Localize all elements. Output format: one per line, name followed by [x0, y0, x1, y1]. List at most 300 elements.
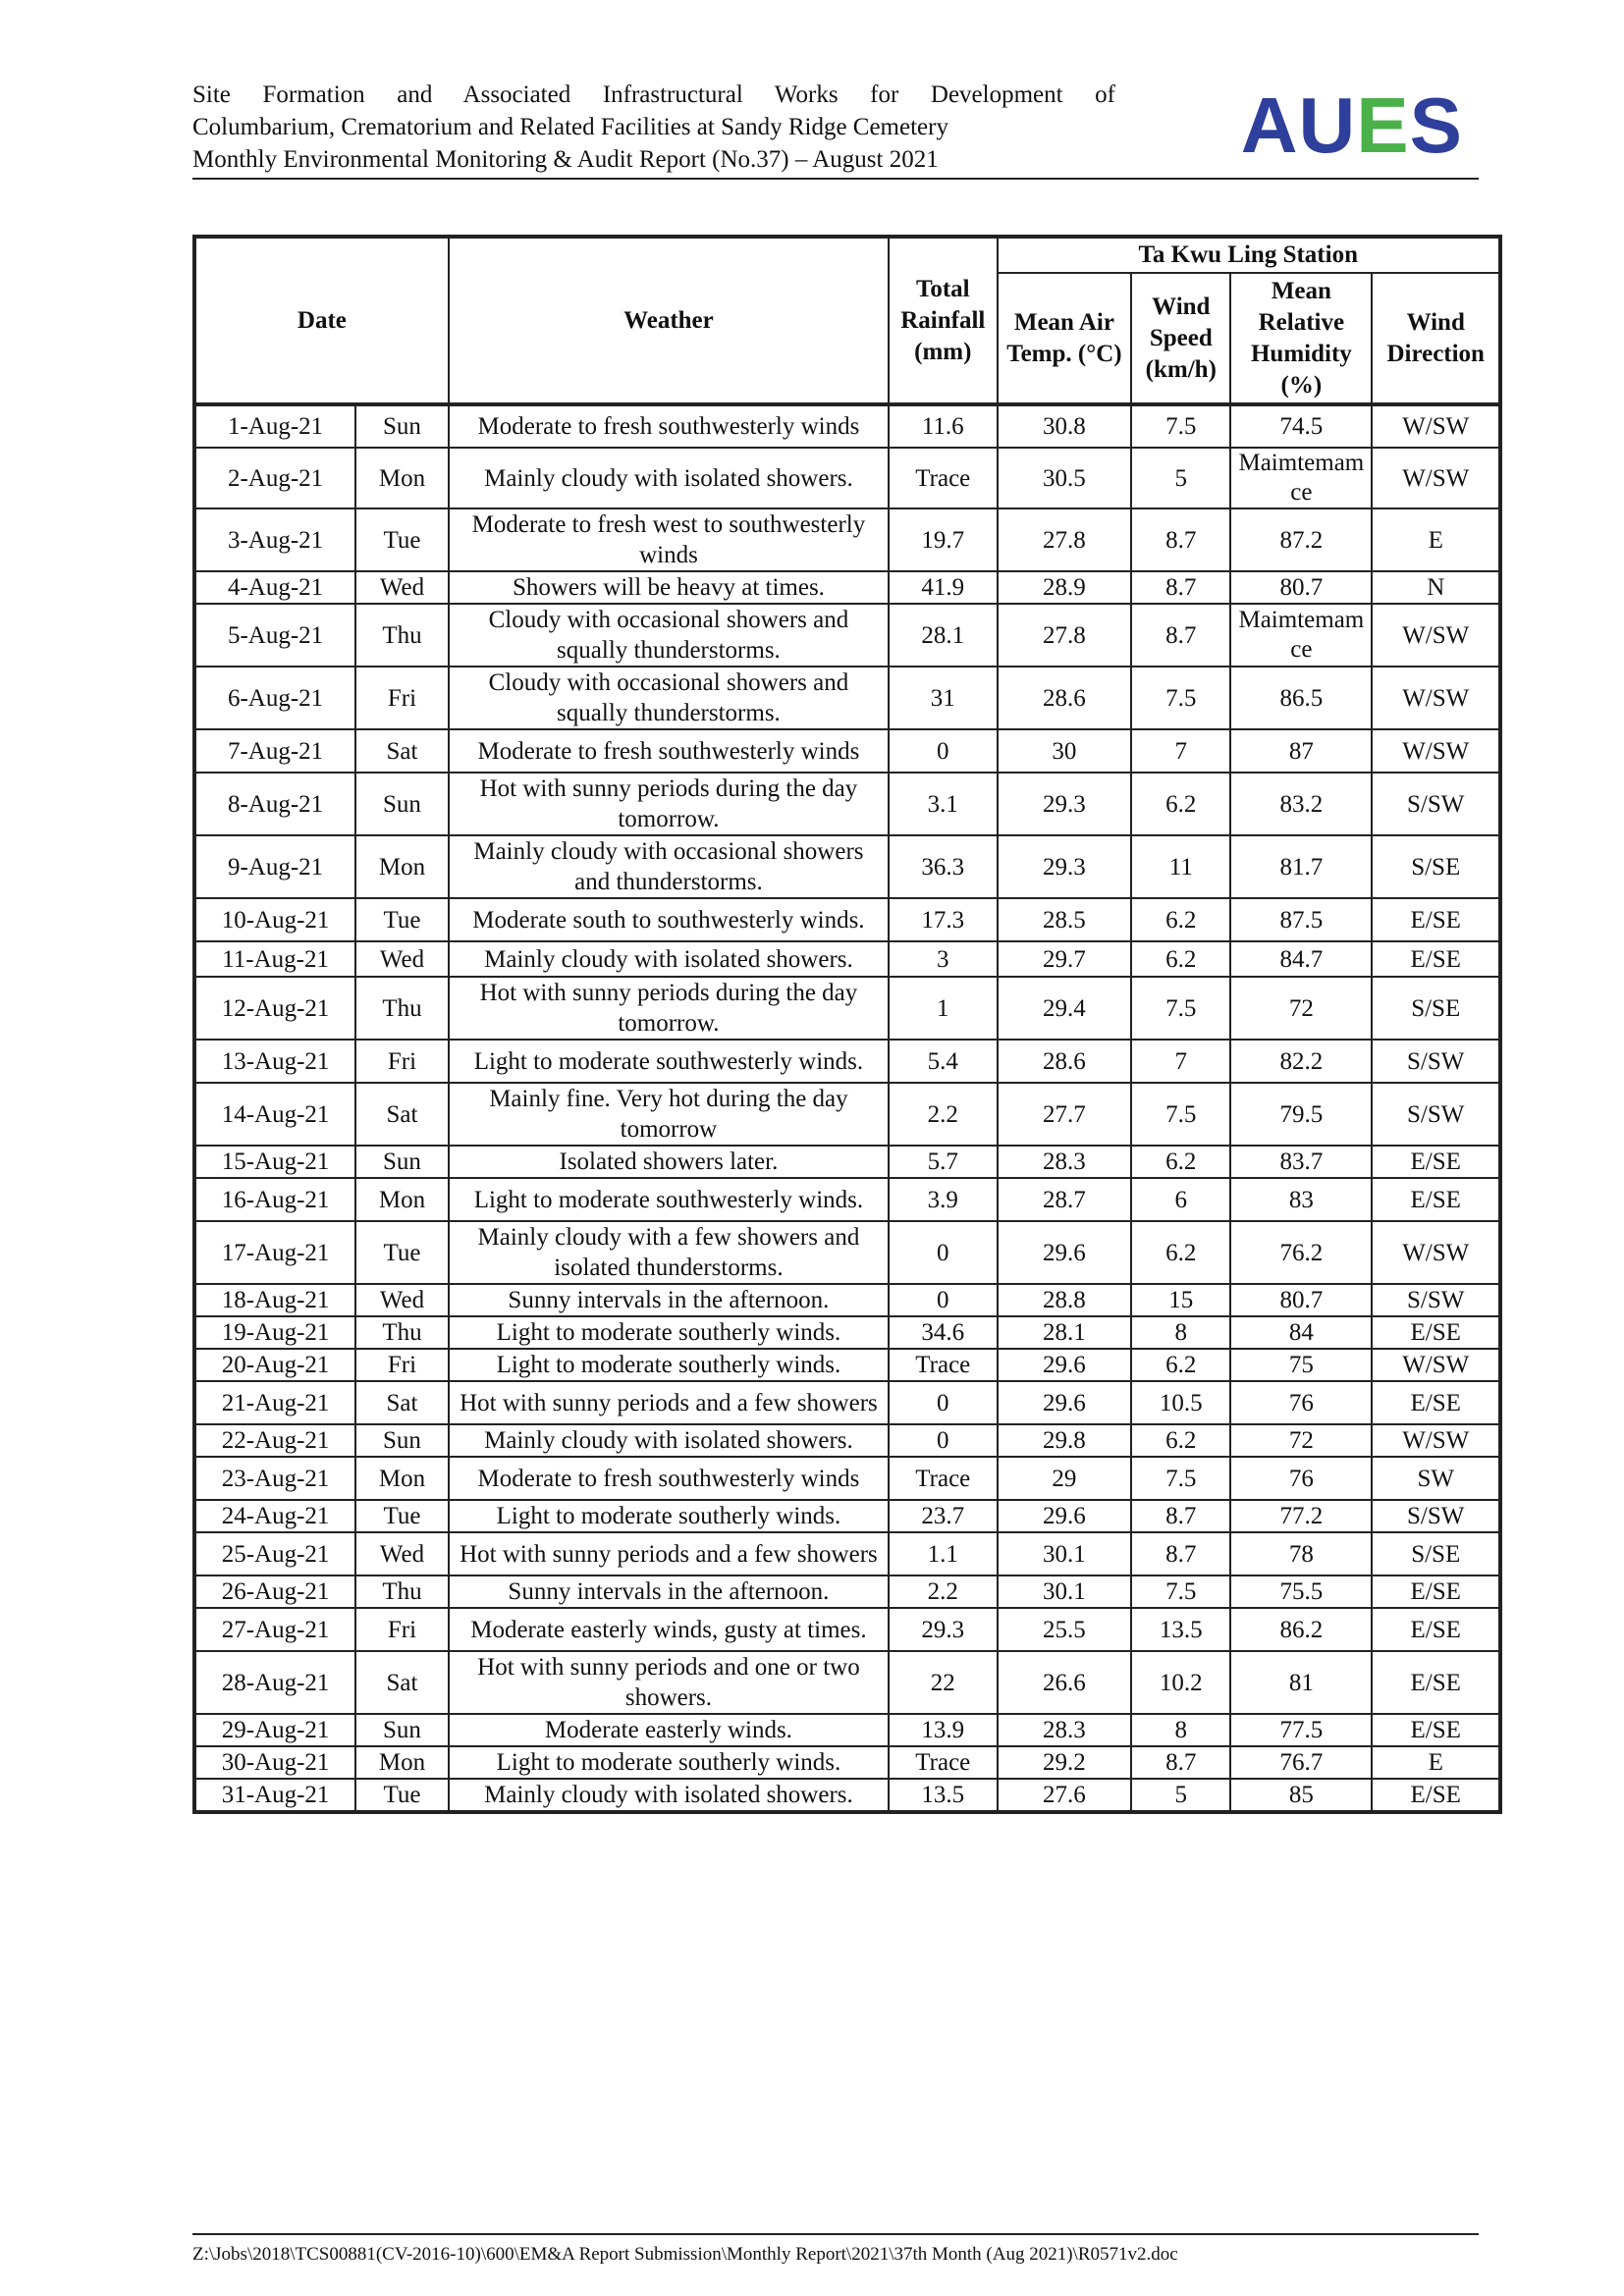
row-day: Wed: [355, 1284, 449, 1316]
row-temp: 28.8: [998, 1284, 1132, 1316]
row-temp: 26.6: [998, 1651, 1132, 1714]
row-rainfall: 13.5: [889, 1779, 997, 1812]
row-wind-direction: S/SE: [1372, 1532, 1500, 1575]
row-day: Sat: [355, 1381, 449, 1424]
row-weather: Moderate to fresh southwesterly winds: [449, 729, 889, 773]
table-row: [194, 1608, 1500, 1651]
row-humidity: 80.7: [1230, 571, 1372, 604]
row-date: 20-Aug-21: [194, 1349, 355, 1381]
row-humidity: 79.5: [1230, 1083, 1372, 1146]
row-weather: Hot with sunny periods during the day tomorrow.: [449, 773, 889, 835]
row-humidity: 75: [1230, 1349, 1372, 1381]
row-temp: 30.8: [998, 404, 1132, 448]
row-day: Tue: [355, 1500, 449, 1532]
table-row: [194, 1221, 1500, 1284]
row-rainfall: 0: [889, 1424, 997, 1457]
row-wind-speed: 10.5: [1131, 1381, 1230, 1424]
row-wind-speed: 7.5: [1131, 667, 1230, 729]
row-wind-speed: 7.5: [1131, 404, 1230, 448]
row-date: 5-Aug-21: [194, 604, 355, 667]
row-humidity: Maimtemamce: [1230, 604, 1372, 667]
aues-logo: [1240, 81, 1463, 169]
table-row: [194, 1349, 1500, 1381]
row-weather: Moderate to fresh southwesterly winds: [449, 404, 889, 448]
row-date: 24-Aug-21: [194, 1500, 355, 1532]
row-wind-direction: S/SW: [1372, 1083, 1500, 1146]
row-date: 12-Aug-21: [194, 977, 355, 1040]
row-wind-speed: 6.2: [1131, 773, 1230, 835]
row-wind-speed: 5: [1131, 448, 1230, 508]
header-station: Ta Kwu Ling Station: [998, 237, 1500, 273]
row-wind-speed: 8.7: [1131, 604, 1230, 667]
row-date: 1-Aug-21: [194, 404, 355, 448]
row-wind-direction: E/SE: [1372, 1714, 1500, 1746]
row-weather: Moderate to fresh southwesterly winds: [449, 1457, 889, 1500]
table-row: [194, 508, 1500, 571]
header-divider: [192, 178, 1479, 180]
weather-data-table: [192, 235, 1502, 1814]
row-temp: 28.3: [998, 1146, 1132, 1178]
row-day: Mon: [355, 1178, 449, 1221]
row-temp: 29.8: [998, 1424, 1132, 1457]
row-wind-direction: E/SE: [1372, 1575, 1500, 1608]
row-date: 17-Aug-21: [194, 1221, 355, 1284]
row-weather: Mainly cloudy with isolated showers.: [449, 941, 889, 977]
row-wind-direction: E/SE: [1372, 941, 1500, 977]
table-row: [194, 1381, 1500, 1424]
row-day: Fri: [355, 667, 449, 729]
row-rainfall: 5.7: [889, 1146, 997, 1178]
row-weather: Hot with sunny periods and a few showers: [449, 1381, 889, 1424]
row-wind-speed: 7.5: [1131, 1083, 1230, 1146]
row-wind-direction: E/SE: [1372, 1608, 1500, 1651]
row-wind-direction: SW: [1372, 1457, 1500, 1500]
row-date: 2-Aug-21: [194, 448, 355, 508]
row-wind-direction: W/SW: [1372, 404, 1500, 448]
row-rainfall: Trace: [889, 448, 997, 508]
row-temp: 29.2: [998, 1746, 1132, 1779]
row-date: 9-Aug-21: [194, 835, 355, 898]
table-row: [194, 404, 1500, 448]
row-wind-speed: 5: [1131, 1779, 1230, 1812]
row-weather: Light to moderate southerly winds.: [449, 1500, 889, 1532]
row-date: 19-Aug-21: [194, 1316, 355, 1349]
row-wind-direction: E: [1372, 508, 1500, 571]
row-temp: 28.7: [998, 1178, 1132, 1221]
row-date: 11-Aug-21: [194, 941, 355, 977]
row-day: Fri: [355, 1349, 449, 1381]
row-temp: 29.6: [998, 1349, 1132, 1381]
row-date: 30-Aug-21: [194, 1746, 355, 1779]
row-temp: 29.6: [998, 1221, 1132, 1284]
row-temp: 28.6: [998, 667, 1132, 729]
row-weather: Hot with sunny periods during the day tomorrow.: [449, 977, 889, 1040]
row-temp: 28.1: [998, 1316, 1132, 1349]
row-rainfall: 22: [889, 1651, 997, 1714]
row-weather: Moderate to fresh west to southwesterly winds: [449, 508, 889, 571]
table-row: [194, 729, 1500, 773]
report-title: [192, 79, 1115, 176]
row-weather: Moderate south to southwesterly winds.: [449, 898, 889, 941]
row-temp: 29.7: [998, 941, 1132, 977]
row-day: Sun: [355, 1714, 449, 1746]
row-wind-speed: 8.7: [1131, 1500, 1230, 1532]
row-temp: 27.8: [998, 508, 1132, 571]
row-date: 6-Aug-21: [194, 667, 355, 729]
row-weather: Isolated showers later.: [449, 1146, 889, 1178]
row-temp: 29.6: [998, 1500, 1132, 1532]
row-rainfall: 2.2: [889, 1575, 997, 1608]
row-humidity: 75.5: [1230, 1575, 1372, 1608]
row-day: Wed: [355, 571, 449, 604]
header-humidity: Mean Relative Humidity (%): [1230, 273, 1372, 404]
row-rainfall: 17.3: [889, 898, 997, 941]
row-day: Fri: [355, 1608, 449, 1651]
row-rainfall: 19.7: [889, 508, 997, 571]
row-wind-direction: S/SW: [1372, 773, 1500, 835]
row-date: 29-Aug-21: [194, 1714, 355, 1746]
row-temp: 30: [998, 729, 1132, 773]
row-humidity: 80.7: [1230, 1284, 1372, 1316]
row-wind-speed: 8.7: [1131, 571, 1230, 604]
row-day: Sat: [355, 729, 449, 773]
table-row: [194, 1316, 1500, 1349]
table-row: [194, 941, 1500, 977]
row-wind-direction: E/SE: [1372, 1381, 1500, 1424]
row-day: Mon: [355, 835, 449, 898]
table-row: [194, 667, 1500, 729]
row-humidity: Maimtemamce: [1230, 448, 1372, 508]
header-weather: Weather: [449, 237, 889, 404]
row-weather: Mainly fine. Very hot during the day tomorrow: [449, 1083, 889, 1146]
header-temp: Mean Air Temp. (°C): [998, 273, 1132, 404]
row-day: Thu: [355, 604, 449, 667]
row-day: Tue: [355, 1779, 449, 1812]
logo-letter-u: U: [1298, 81, 1357, 169]
row-wind-speed: 13.5: [1131, 1608, 1230, 1651]
row-day: Wed: [355, 1532, 449, 1575]
row-wind-speed: 6: [1131, 1178, 1230, 1221]
row-date: 3-Aug-21: [194, 508, 355, 571]
table-row: [194, 1146, 1500, 1178]
row-date: 13-Aug-21: [194, 1040, 355, 1083]
row-wind-direction: N: [1372, 571, 1500, 604]
row-humidity: 81.7: [1230, 835, 1372, 898]
row-wind-speed: 8.7: [1131, 508, 1230, 571]
row-day: Fri: [355, 1040, 449, 1083]
row-date: 16-Aug-21: [194, 1178, 355, 1221]
row-wind-speed: 7.5: [1131, 1575, 1230, 1608]
row-wind-direction: W/SW: [1372, 1221, 1500, 1284]
table-row: [194, 1714, 1500, 1746]
row-humidity: 86.5: [1230, 667, 1372, 729]
row-weather: Light to moderate southerly winds.: [449, 1349, 889, 1381]
row-rainfall: 0: [889, 729, 997, 773]
row-day: Mon: [355, 1746, 449, 1779]
row-day: Sun: [355, 1424, 449, 1457]
row-weather: Hot with sunny periods and a few showers: [449, 1532, 889, 1575]
row-weather: Moderate easterly winds, gusty at times.: [449, 1608, 889, 1651]
row-date: 23-Aug-21: [194, 1457, 355, 1500]
table-row: [194, 1424, 1500, 1457]
table-row: [194, 1779, 1500, 1812]
row-humidity: 82.2: [1230, 1040, 1372, 1083]
row-wind-direction: W/SW: [1372, 1349, 1500, 1381]
row-day: Tue: [355, 1221, 449, 1284]
row-weather: Hot with sunny periods and one or two showers.: [449, 1651, 889, 1714]
row-humidity: 72: [1230, 1424, 1372, 1457]
row-wind-speed: 8: [1131, 1714, 1230, 1746]
row-weather: Light to moderate southwesterly winds.: [449, 1178, 889, 1221]
row-day: Mon: [355, 448, 449, 508]
row-temp: 25.5: [998, 1608, 1132, 1651]
row-day: Thu: [355, 977, 449, 1040]
row-humidity: 76: [1230, 1381, 1372, 1424]
row-rainfall: Trace: [889, 1457, 997, 1500]
row-wind-speed: 8.7: [1131, 1746, 1230, 1779]
table-row: [194, 1500, 1500, 1532]
row-wind-direction: E/SE: [1372, 1146, 1500, 1178]
table-row: [194, 448, 1500, 508]
row-wind-speed: 6.2: [1131, 898, 1230, 941]
row-temp: 29.3: [998, 835, 1132, 898]
row-humidity: 84.7: [1230, 941, 1372, 977]
row-rainfall: 3.9: [889, 1178, 997, 1221]
row-humidity: 76.7: [1230, 1746, 1372, 1779]
row-weather: Mainly cloudy with occasional showers and thunderstorms.: [449, 835, 889, 898]
row-rainfall: 11.6: [889, 404, 997, 448]
row-temp: 30.5: [998, 448, 1132, 508]
row-humidity: 83.7: [1230, 1146, 1372, 1178]
row-humidity: 76: [1230, 1457, 1372, 1500]
row-day: Sun: [355, 1146, 449, 1178]
row-temp: 29.4: [998, 977, 1132, 1040]
table-row: [194, 1284, 1500, 1316]
table-row: [194, 1178, 1500, 1221]
title-line-3: Monthly Environmental Monitoring & Audit Report (No.37) – August 2021: [192, 146, 939, 173]
row-humidity: 87.5: [1230, 898, 1372, 941]
row-day: Sun: [355, 773, 449, 835]
title-line-1: Site Formation and Associated Infrastructural Works for Development of: [192, 81, 1115, 108]
row-day: Tue: [355, 898, 449, 941]
row-temp: 28.6: [998, 1040, 1132, 1083]
row-rainfall: 0: [889, 1221, 997, 1284]
table-row: [194, 1651, 1500, 1714]
table-row: [194, 604, 1500, 667]
footer-file-path: Z:\Jobs\2018\TCS00881(CV-2016-10)\600\EM&A Report Submission\Monthly Report\2021\37th Month (Aug 2021)\R0571v2.doc: [192, 2244, 1178, 2265]
row-wind-speed: 7: [1131, 1040, 1230, 1083]
row-date: 14-Aug-21: [194, 1083, 355, 1146]
row-wind-speed: 6.2: [1131, 1349, 1230, 1381]
row-humidity: 78: [1230, 1532, 1372, 1575]
row-wind-speed: 7.5: [1131, 1457, 1230, 1500]
row-wind-direction: S/SW: [1372, 1284, 1500, 1316]
row-wind-direction: W/SW: [1372, 448, 1500, 508]
row-day: Thu: [355, 1575, 449, 1608]
row-weather: Sunny intervals in the afternoon.: [449, 1284, 889, 1316]
row-humidity: 83: [1230, 1178, 1372, 1221]
row-weather: Mainly cloudy with a few showers and isolated thunderstorms.: [449, 1221, 889, 1284]
row-wind-speed: 15: [1131, 1284, 1230, 1316]
row-temp: 29.6: [998, 1381, 1132, 1424]
row-rainfall: 1: [889, 977, 997, 1040]
row-temp: 29: [998, 1457, 1132, 1500]
row-wind-speed: 6.2: [1131, 1221, 1230, 1284]
row-day: Thu: [355, 1316, 449, 1349]
row-temp: 28.5: [998, 898, 1132, 941]
table-row: [194, 1746, 1500, 1779]
row-wind-speed: 6.2: [1131, 941, 1230, 977]
row-wind-direction: W/SW: [1372, 667, 1500, 729]
row-humidity: 87.2: [1230, 508, 1372, 571]
footer-divider: [192, 2233, 1479, 2235]
row-temp: 27.7: [998, 1083, 1132, 1146]
row-humidity: 83.2: [1230, 773, 1372, 835]
row-rainfall: 31: [889, 667, 997, 729]
row-wind-direction: S/SE: [1372, 977, 1500, 1040]
row-wind-direction: E/SE: [1372, 1779, 1500, 1812]
row-humidity: 86.2: [1230, 1608, 1372, 1651]
row-rainfall: 23.7: [889, 1500, 997, 1532]
table-row: [194, 571, 1500, 604]
row-date: 18-Aug-21: [194, 1284, 355, 1316]
row-day: Tue: [355, 508, 449, 571]
table-row: [194, 1457, 1500, 1500]
row-rainfall: 1.1: [889, 1532, 997, 1575]
table-row: [194, 898, 1500, 941]
table-body: [194, 404, 1500, 1812]
row-rainfall: Trace: [889, 1746, 997, 1779]
header-rainfall: Total Rainfall (mm): [889, 237, 997, 404]
row-rainfall: 13.9: [889, 1714, 997, 1746]
row-rainfall: 36.3: [889, 835, 997, 898]
row-humidity: 87: [1230, 729, 1372, 773]
row-weather: Light to moderate southerly winds.: [449, 1746, 889, 1779]
row-day: Wed: [355, 941, 449, 977]
row-humidity: 77.2: [1230, 1500, 1372, 1532]
table-row: [194, 1040, 1500, 1083]
row-day: Sun: [355, 404, 449, 448]
row-wind-direction: E: [1372, 1746, 1500, 1779]
row-rainfall: Trace: [889, 1349, 997, 1381]
row-temp: 27.6: [998, 1779, 1132, 1812]
row-wind-direction: W/SW: [1372, 729, 1500, 773]
row-day: Mon: [355, 1457, 449, 1500]
row-wind-direction: E/SE: [1372, 898, 1500, 941]
row-wind-direction: W/SW: [1372, 604, 1500, 667]
table-row: [194, 773, 1500, 835]
row-date: 7-Aug-21: [194, 729, 355, 773]
row-day: Sat: [355, 1083, 449, 1146]
row-weather: Sunny intervals in the afternoon.: [449, 1575, 889, 1608]
table-row: [194, 1083, 1500, 1146]
page-header: [192, 79, 1479, 179]
row-temp: 28.9: [998, 571, 1132, 604]
row-humidity: 84: [1230, 1316, 1372, 1349]
table-row: [194, 1575, 1500, 1608]
table-row: [194, 1532, 1500, 1575]
row-rainfall: 3.1: [889, 773, 997, 835]
header-wind-direction: Wind Direction: [1372, 273, 1500, 404]
row-wind-direction: E/SE: [1372, 1178, 1500, 1221]
row-wind-speed: 8: [1131, 1316, 1230, 1349]
row-rainfall: 5.4: [889, 1040, 997, 1083]
logo-letter-s: S: [1409, 81, 1463, 169]
logo-letter-e: E: [1356, 81, 1410, 169]
row-rainfall: 3: [889, 941, 997, 977]
row-wind-direction: E/SE: [1372, 1651, 1500, 1714]
row-date: 28-Aug-21: [194, 1651, 355, 1714]
row-date: 21-Aug-21: [194, 1381, 355, 1424]
row-humidity: 74.5: [1230, 404, 1372, 448]
row-rainfall: 34.6: [889, 1316, 997, 1349]
row-weather: Mainly cloudy with isolated showers.: [449, 1424, 889, 1457]
row-rainfall: 2.2: [889, 1083, 997, 1146]
row-wind-speed: 7: [1131, 729, 1230, 773]
row-weather: Moderate easterly winds.: [449, 1714, 889, 1746]
header-wind-speed: Wind Speed (km/h): [1131, 273, 1230, 404]
row-humidity: 76.2: [1230, 1221, 1372, 1284]
row-date: 15-Aug-21: [194, 1146, 355, 1178]
row-date: 22-Aug-21: [194, 1424, 355, 1457]
row-weather: Light to moderate southerly winds.: [449, 1316, 889, 1349]
row-date: 27-Aug-21: [194, 1608, 355, 1651]
row-wind-direction: S/SW: [1372, 1500, 1500, 1532]
row-wind-speed: 8.7: [1131, 1532, 1230, 1575]
row-rainfall: 0: [889, 1284, 997, 1316]
row-humidity: 77.5: [1230, 1714, 1372, 1746]
row-wind-speed: 7.5: [1131, 977, 1230, 1040]
row-wind-speed: 6.2: [1131, 1146, 1230, 1178]
row-weather: Mainly cloudy with isolated showers.: [449, 1779, 889, 1812]
row-day: Sat: [355, 1651, 449, 1714]
row-wind-speed: 11: [1131, 835, 1230, 898]
table-row: [194, 977, 1500, 1040]
row-date: 4-Aug-21: [194, 571, 355, 604]
row-rainfall: 28.1: [889, 604, 997, 667]
row-date: 25-Aug-21: [194, 1532, 355, 1575]
logo-letter-a: A: [1240, 81, 1299, 169]
row-rainfall: 0: [889, 1381, 997, 1424]
row-date: 8-Aug-21: [194, 773, 355, 835]
row-weather: Light to moderate southwesterly winds.: [449, 1040, 889, 1083]
row-temp: 29.3: [998, 773, 1132, 835]
row-wind-direction: E/SE: [1372, 1316, 1500, 1349]
row-humidity: 81: [1230, 1651, 1372, 1714]
row-date: 10-Aug-21: [194, 898, 355, 941]
row-weather: Mainly cloudy with isolated showers.: [449, 448, 889, 508]
row-wind-direction: S/SE: [1372, 835, 1500, 898]
row-temp: 30.1: [998, 1532, 1132, 1575]
row-weather: Cloudy with occasional showers and squally thunderstorms.: [449, 604, 889, 667]
row-wind-speed: 10.2: [1131, 1651, 1230, 1714]
row-wind-speed: 6.2: [1131, 1424, 1230, 1457]
row-date: 31-Aug-21: [194, 1779, 355, 1812]
row-temp: 27.8: [998, 604, 1132, 667]
row-rainfall: 41.9: [889, 571, 997, 604]
row-weather: Cloudy with occasional showers and squally thunderstorms.: [449, 667, 889, 729]
title-line-2: Columbarium, Crematorium and Related Facilities at Sandy Ridge Cemetery: [192, 114, 948, 140]
row-wind-direction: S/SW: [1372, 1040, 1500, 1083]
row-date: 26-Aug-21: [194, 1575, 355, 1608]
table-header: [194, 237, 1500, 404]
row-weather: Showers will be heavy at times.: [449, 571, 889, 604]
row-rainfall: 29.3: [889, 1608, 997, 1651]
header-date: Date: [194, 237, 449, 404]
row-temp: 30.1: [998, 1575, 1132, 1608]
row-wind-direction: W/SW: [1372, 1424, 1500, 1457]
table-row: [194, 835, 1500, 898]
